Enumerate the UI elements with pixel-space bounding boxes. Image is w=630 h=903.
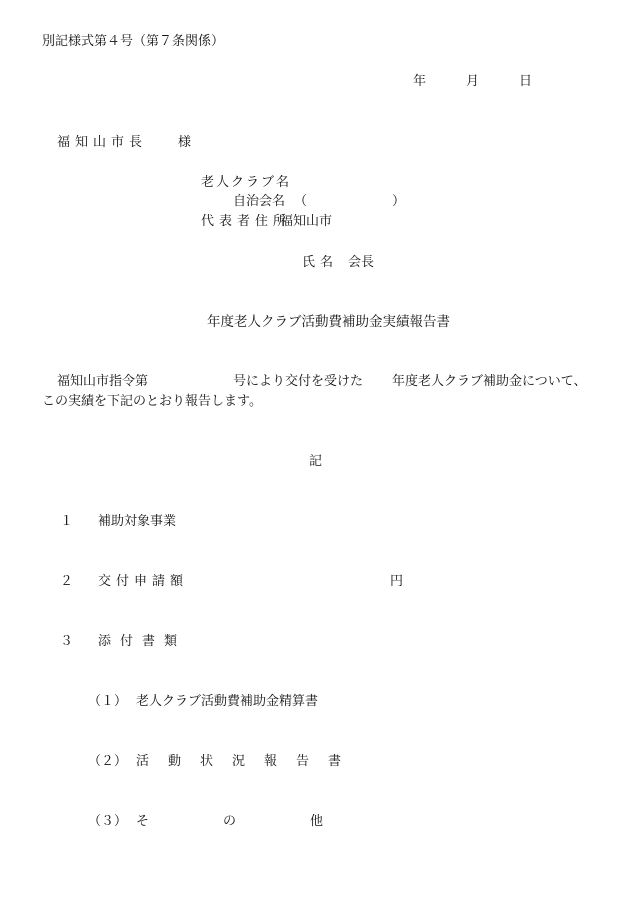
addressee-name: 福知山市長 — [57, 135, 148, 150]
rep-name-label: 氏名 — [302, 255, 339, 270]
date-month: 月 — [466, 74, 480, 89]
club-name-label: 老人クラブ名 — [201, 175, 292, 190]
date-year: 年 — [413, 74, 427, 89]
attachment-number: （２） — [88, 754, 128, 769]
item-label-target-project: 補助対象事業 — [98, 514, 177, 529]
ki-marker: 記 — [309, 454, 323, 469]
rep-name-title: 会長 — [348, 255, 375, 270]
body-part1: 福知山市指令第 — [57, 374, 149, 389]
council-paren-open: （ — [294, 194, 308, 209]
form-reference: 別記様式第４号（第７条関係） — [42, 34, 225, 49]
attachment-label-other: その他 — [136, 814, 398, 829]
document-title: 年度老人クラブ活動費補助金実績報告書 — [207, 314, 450, 330]
item-number: ２ — [60, 574, 74, 589]
council-paren-close: ） — [392, 194, 406, 209]
attachment-number: （３） — [88, 814, 128, 829]
council-name-label: 自治会名 — [233, 194, 286, 209]
date-day: 日 — [519, 74, 533, 89]
yen-unit: 円 — [390, 574, 404, 589]
body-part3: 年度老人クラブ補助金について、 — [392, 374, 587, 389]
body-line2: この実績を下記のとおり報告します。 — [42, 394, 262, 409]
addressee-honorific: 様 — [178, 135, 192, 150]
attachment-label-settlement: 老人クラブ活動費補助金精算書 — [136, 694, 319, 709]
attachment-number: （１） — [88, 694, 128, 709]
item-number: １ — [60, 514, 74, 529]
rep-address-label: 代表者住所 — [201, 214, 292, 229]
item-label-application-amount: 交付申請額 — [98, 574, 189, 589]
rep-address-value: 福知山市 — [280, 214, 333, 229]
item-number: ３ — [60, 634, 74, 649]
item-label-attachments: 添付書類 — [98, 634, 187, 649]
body-part2: 号により交付を受けた — [233, 374, 364, 389]
attachment-label-activity-report: 活動状況報告書 — [136, 754, 361, 769]
